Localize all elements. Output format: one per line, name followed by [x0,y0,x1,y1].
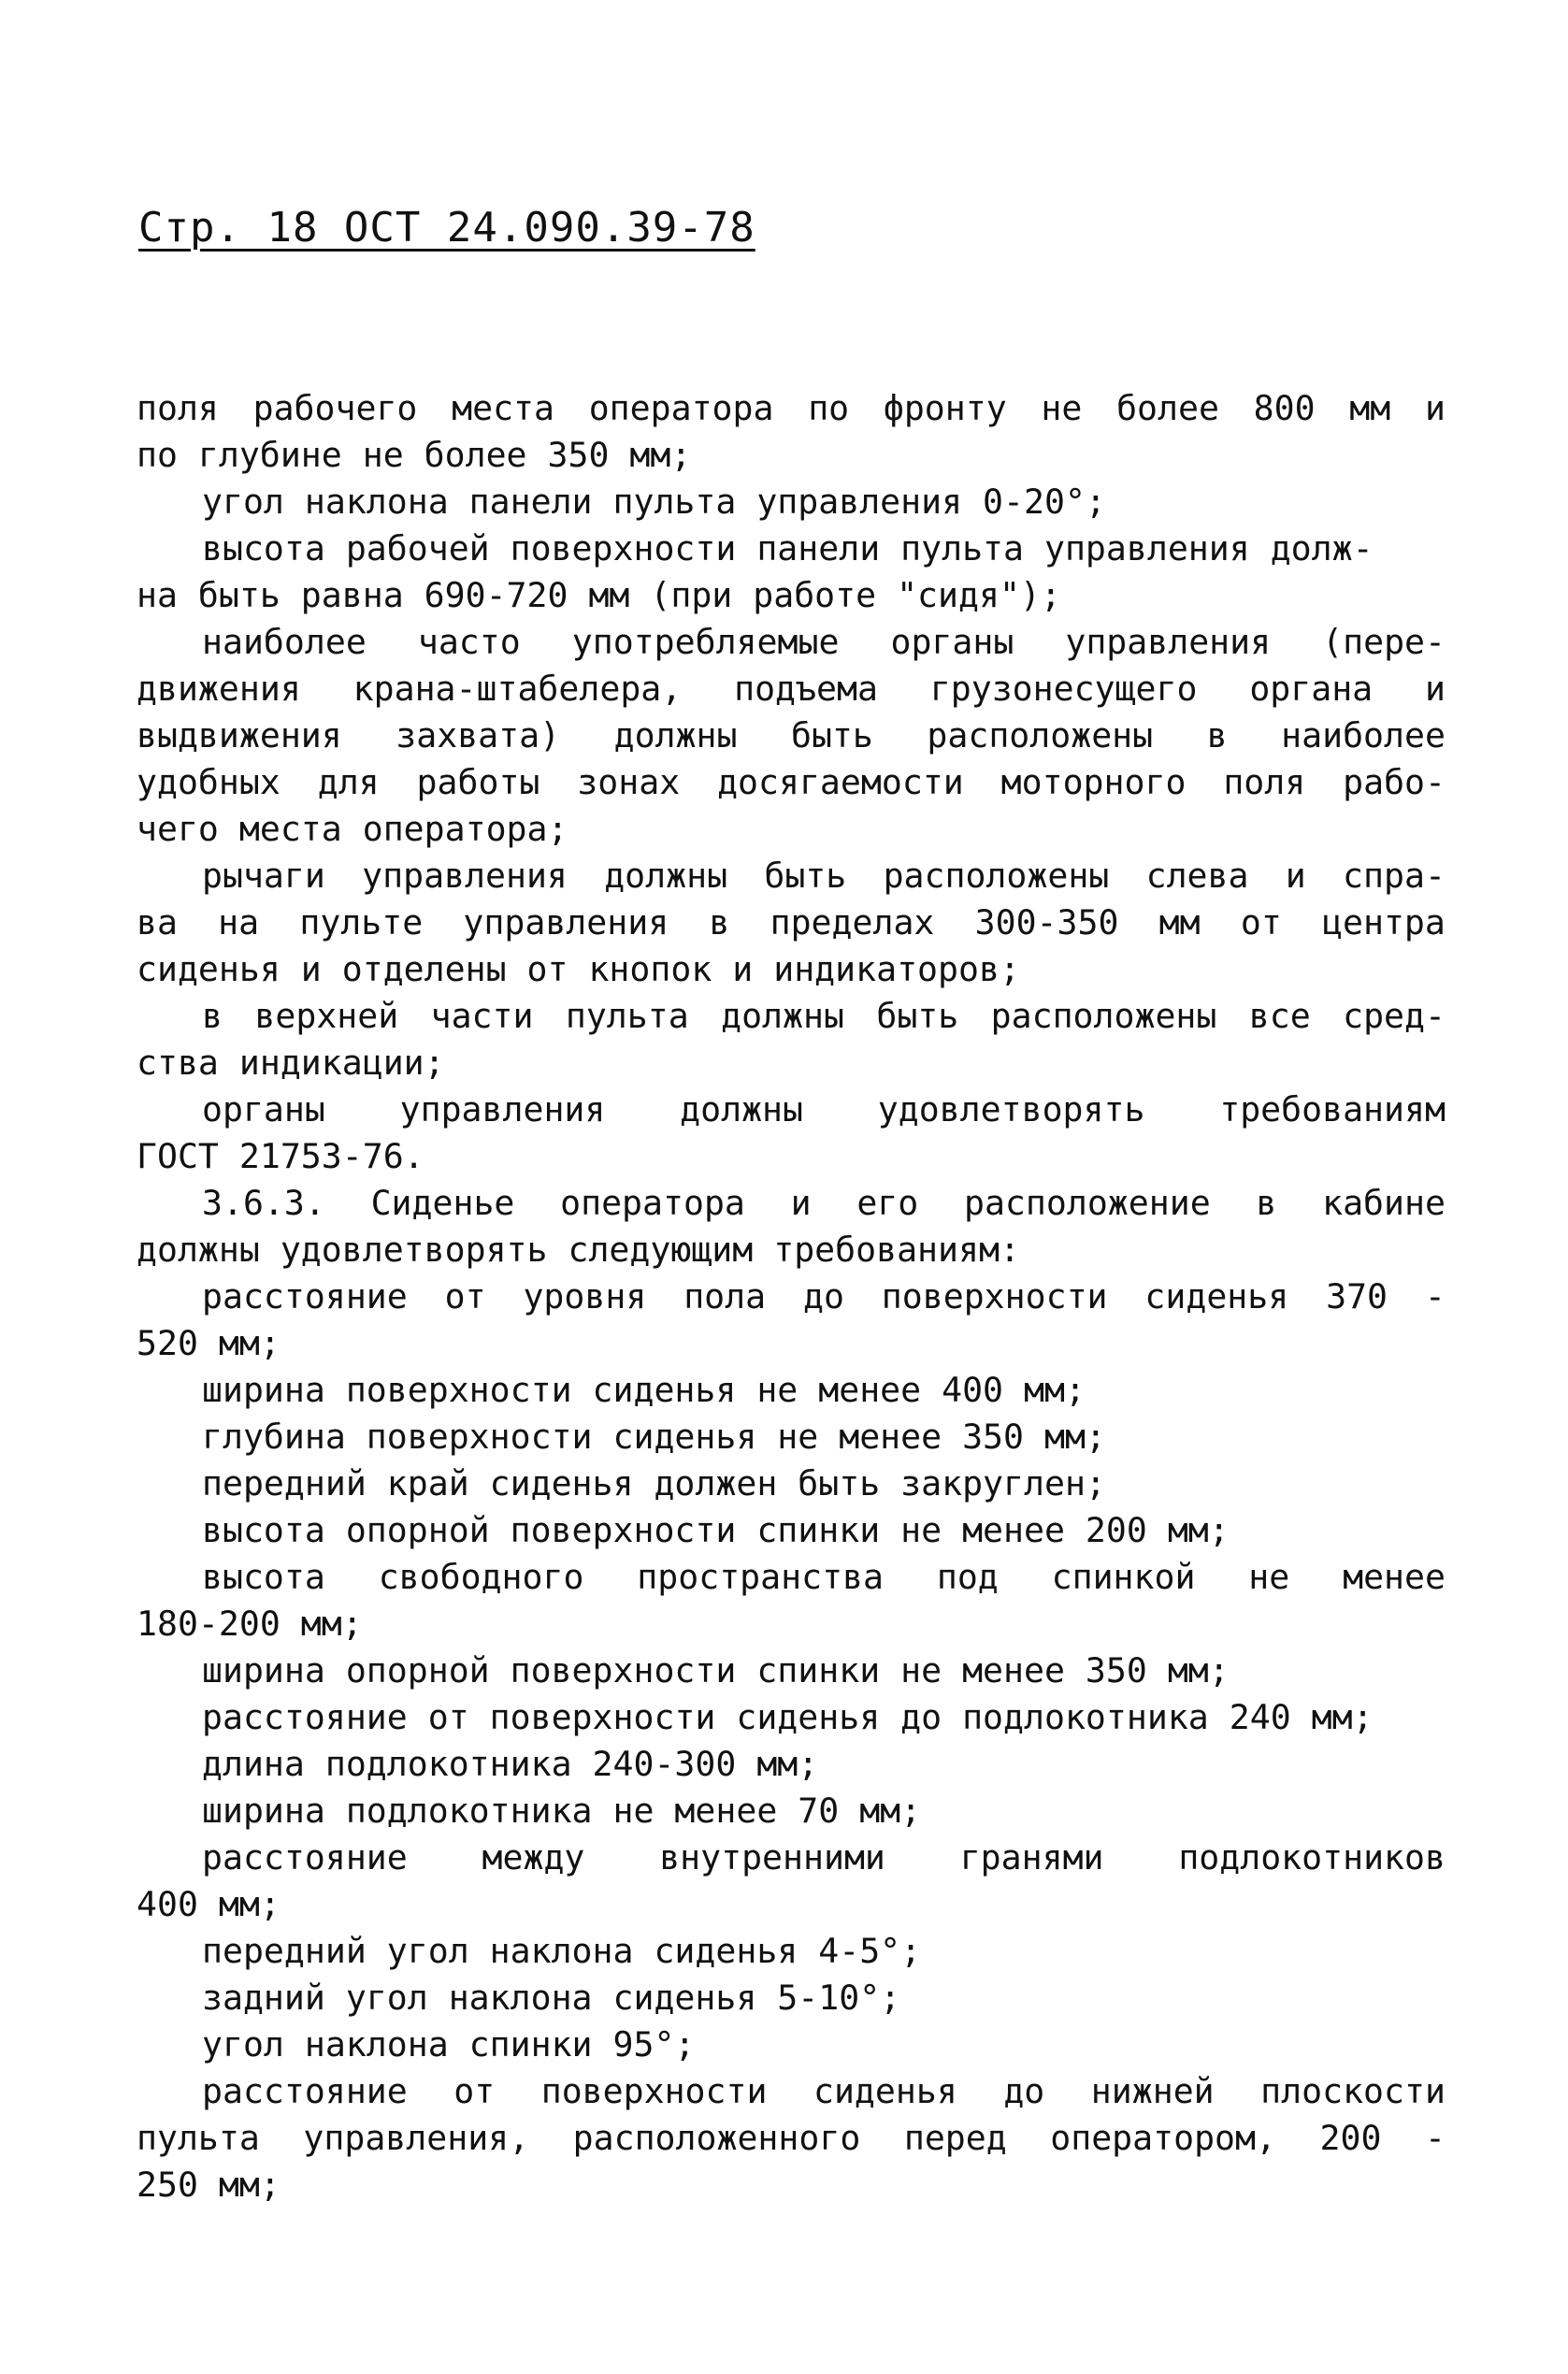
word: для [317,762,380,802]
word: поверхности [540,2071,768,2111]
text-line: ширина поверхности сиденья не менее 400 мм; [202,1370,1086,1410]
word: расположены [927,715,1154,755]
word: от [1240,902,1282,942]
text-line [137,899,1446,946]
word: рабочего [252,388,418,428]
text-line [137,712,1446,759]
word: гранями [959,1837,1104,1878]
word: (пере- [1322,622,1446,662]
word: быть [764,856,847,896]
word: работы [416,762,540,802]
text-line: чего места оператора; [137,809,568,849]
word: между [482,1837,585,1878]
text-line: ства индикации; [137,1043,445,1083]
paragraph [137,479,1446,525]
text-line: ширина опорной поверхности спинки не менее 350 мм; [202,1650,1230,1691]
word: быть [790,715,873,755]
word: Сиденье [370,1183,515,1223]
word: кабине [1322,1183,1446,1223]
word: поверхности [881,1276,1108,1316]
word: не [1041,388,1083,428]
word: пола [683,1276,767,1316]
word: фронту [883,388,1007,428]
text-line [137,2115,1446,2162]
word: и [1285,856,1306,896]
word: расположение [963,1183,1211,1223]
paragraph [137,1788,1446,1834]
word: моторного [1000,762,1187,802]
text-line [137,1180,1446,1227]
word: мм [1158,902,1201,942]
word: 800 [1253,388,1316,428]
paragraph [137,1414,1446,1460]
text-line [137,993,1446,1040]
word: в [709,902,730,942]
word: и [1424,388,1446,428]
word: органы [202,1089,325,1129]
word: подлокотников [1178,1837,1446,1878]
word: грузонесущего [929,669,1198,709]
text-line [137,1834,1446,1881]
text-line: по глубине не более 350 мм; [137,435,692,475]
text-line [137,853,1446,899]
paragraph [137,2068,1446,2209]
word: оператора [560,1183,745,1223]
word: оператора [588,388,774,428]
text-line [137,759,1446,806]
word: выдвижения [137,715,342,755]
word: - [1424,2118,1446,2158]
word: и [790,1183,812,1223]
text-line [137,1554,1446,1601]
word: мм [1349,388,1391,428]
text-line [137,1273,1446,1320]
word: от [453,2071,496,2111]
text-line: передний угол наклона сиденья 4-5°; [202,1931,922,1971]
text-line [137,619,1446,666]
word: 300-350 [974,902,1119,942]
word: от [444,1276,486,1316]
word: органы [890,622,1014,662]
word: пространства [637,1557,884,1597]
text-line: ширина подлокотника не менее 70 мм; [202,1791,922,1831]
text-line: ГОСТ 21753-76. [137,1136,424,1176]
word: до [802,1276,844,1316]
word: спра- [1343,856,1446,896]
text-line: сиденья и отделены от кнопок и индикаторов; [137,949,1020,989]
word: высота [202,1557,325,1597]
word: менее [1343,1557,1446,1597]
word: управления [399,1089,606,1129]
word: места [452,388,554,428]
paragraph [137,1834,1446,1928]
paragraph [137,385,1446,479]
word: свободного [378,1557,584,1597]
word: уровня [523,1276,647,1316]
word: внутренними [659,1837,885,1878]
word: перед [903,2118,1007,2158]
section-paragraph [137,1180,1446,1273]
word: досягаемости [717,762,964,802]
word: пульте [299,902,424,942]
word: рычаги [202,856,325,896]
word: расстояние [202,1837,408,1878]
word: в [1206,715,1228,755]
text-line: угол наклона панели пульта управления 0-20°; [202,482,1106,522]
word: должны [680,1089,803,1129]
word: 3.6.3. [202,1183,325,1223]
word: управления [463,902,669,942]
word: ва [137,902,178,942]
text-line: 400 мм; [137,1884,281,1924]
word: наиболее [202,622,367,662]
paragraph [137,1273,1446,1367]
text-line: высота опорной поверхности спинки не менее 200 мм; [202,1510,1230,1550]
text-line: расстояние от поверхности сиденья до подлокотника 240 мм; [202,1697,1374,1737]
word: расположены [883,856,1110,896]
word: пределах [770,902,935,942]
word: пульта [137,2118,260,2158]
paragraph [137,1554,1446,1647]
paragraph [137,853,1446,993]
word: поля [137,388,219,428]
word: управления, [303,2118,530,2158]
paragraph [137,619,1446,853]
word: расстояние [202,2071,408,2111]
word: удобных [137,762,281,802]
word: подъема [734,669,878,709]
word: расстояние [202,1276,408,1316]
word: и [1425,669,1446,709]
paragraph [137,1086,1446,1180]
word: управления [1065,622,1272,662]
text-line: длина подлокотника 240-300 мм; [202,1744,819,1784]
word: должны [604,856,728,896]
word: поля [1223,762,1306,802]
word: центра [1322,902,1446,942]
word: удовлетворять [877,1089,1145,1129]
text-line: 180-200 мм; [137,1604,363,1644]
word: расположенного [572,2118,861,2158]
word: на [218,902,260,942]
word: пульта [565,996,689,1036]
word: употребляемые [571,622,840,662]
paragraph [137,993,1446,1086]
word: под [936,1557,999,1597]
word: наиболее [1281,715,1446,755]
word: крана-штабелера, [352,669,683,709]
text-line: передний край сиденья должен быть закруглен; [202,1463,1106,1504]
word: сред- [1343,996,1446,1036]
text-line: 520 мм; [137,1323,281,1363]
word: сиденья [813,2071,957,2111]
word: слева [1145,856,1249,896]
word: движения [137,669,301,709]
paragraph [137,1975,1446,2021]
paragraph [137,1741,1446,1788]
paragraph [137,1694,1446,1741]
paragraph [137,1367,1446,1414]
text-line [137,1086,1446,1133]
page-header: Стр. 18 ОСТ 24.090.39-78 [138,204,755,252]
word: оператором, [1050,2118,1276,2158]
word: 370 [1326,1276,1388,1316]
word: в [1256,1183,1277,1223]
word: - [1424,1276,1446,1316]
paragraph [137,2021,1446,2068]
word: требованиям [1219,1089,1446,1129]
word: расположены [990,996,1217,1036]
word: 200 [1319,2118,1382,2158]
word: все [1248,996,1311,1036]
word: плоскости [1260,2071,1446,2111]
text-line [137,2068,1446,2115]
text-line: должны удовлетворять следующим требованиям: [137,1230,1020,1270]
word: должны [721,996,844,1036]
word: не [1248,1557,1290,1597]
paragraph [137,1460,1446,1507]
text-line: глубина поверхности сиденья не менее 350 мм; [202,1417,1106,1457]
word: зонах [577,762,681,802]
word: в [202,996,223,1036]
word: органа [1249,669,1374,709]
text-line [137,666,1446,712]
text-line: на быть равна 690-720 мм (при работе "сидя"); [137,575,1061,615]
text-line: 250 мм; [137,2165,281,2205]
word: рабо- [1343,762,1446,802]
word: до [1003,2071,1045,2111]
word: спинкой [1051,1557,1196,1597]
word: захвата) [396,715,561,755]
word: часто [417,622,521,662]
text-line: высота рабочей поверхности панели пульта управления долж- [202,528,1374,568]
word: его [856,1183,919,1223]
word: быть [876,996,959,1036]
text-line: задний угол наклона сиденья 5-10°; [202,1978,901,2018]
word: должны [613,715,738,755]
word: нижней [1090,2071,1215,2111]
text-line: угол наклона спинки 95°; [202,2024,696,2065]
paragraph [137,1928,1446,1975]
word: части [430,996,534,1036]
word: по [808,388,850,428]
word: верхней [254,996,399,1036]
paragraph [137,1507,1446,1554]
word: более [1116,388,1219,428]
text-line [137,385,1446,432]
paragraph [137,1647,1446,1694]
body-text [137,385,1446,2209]
paragraph [137,525,1446,619]
word: управления [362,856,568,896]
word: сиденья [1144,1276,1289,1316]
